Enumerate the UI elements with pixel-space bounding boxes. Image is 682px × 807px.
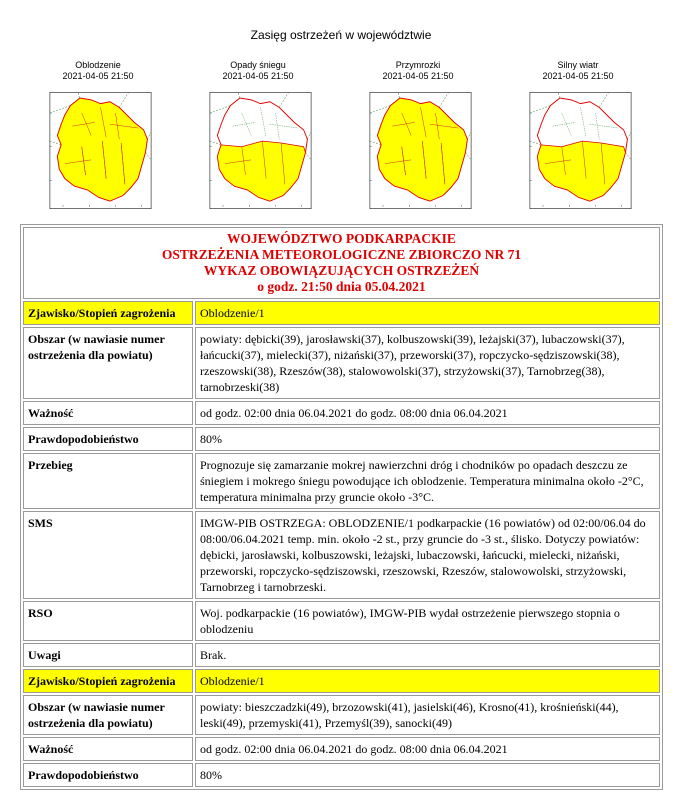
map-date: 2021-04-05 21:50 [62, 71, 134, 81]
table-row [23, 401, 660, 425]
row-value: 80% [195, 763, 660, 787]
header-line: WOJEWÓDZTWO PODKARPACKIE [227, 231, 456, 246]
map-image [48, 88, 153, 213]
row-label: Przebieg [23, 453, 193, 509]
table-header-row [23, 227, 660, 299]
map-opady-sniegu [188, 60, 328, 220]
table-row [23, 327, 660, 399]
map-title: Przymrozki [395, 60, 441, 70]
map-oblodzenie [28, 60, 168, 220]
table-row [23, 601, 660, 641]
table-row [23, 643, 660, 667]
page-title: Zasięg ostrzeżeń w województwie [250, 28, 432, 42]
row-label: Prawdopodobieństwo [23, 427, 193, 451]
warning-maps [28, 60, 668, 220]
table-row [23, 427, 660, 451]
table-row [23, 763, 660, 787]
warnings-header [23, 227, 660, 299]
warnings-table [20, 224, 663, 790]
table-row [23, 453, 660, 509]
table-row [23, 511, 660, 599]
header-line: OSTRZEŻENIA METEOROLOGICZNE ZBIORCZO NR 71 [161, 247, 522, 262]
row-label: Obszar (w nawiasie numer ostrzeżenia dla powiatu) [23, 327, 193, 399]
table-row [23, 669, 660, 693]
row-label: Uwagi [23, 643, 193, 667]
row-label: RSO [23, 601, 193, 641]
map-title: Opady śniegu [230, 60, 286, 70]
row-label: Prawdopodobieństwo [23, 763, 193, 787]
row-value: od godz. 02:00 dnia 06.04.2021 do godz. 08:00 dnia 06.04.2021 [195, 401, 660, 425]
row-value: Brak. [195, 643, 660, 667]
row-label: Obszar (w nawiasie numer ostrzeżenia dla powiatu) [23, 695, 193, 735]
row-value: od godz. 02:00 dnia 06.04.2021 do godz. 08:00 dnia 06.04.2021 [195, 737, 660, 761]
table-row [23, 301, 660, 325]
row-label: Zjawisko/Stopień zagrożenia [23, 301, 193, 325]
map-date: 2021-04-05 21:50 [382, 71, 454, 81]
map-title: Oblodzenie [75, 60, 121, 70]
row-value: Oblodzenie/1 [195, 669, 660, 693]
map-image [368, 88, 473, 213]
row-label: Ważność [23, 401, 193, 425]
map-przymrozki [348, 60, 488, 220]
row-value: powiaty: bieszczadzki(49), brzozowski(41), jasielski(46), Krosno(41), krośnieński(44), leski(49), przemyski(41), Przemyśl(39), sanocki(49) [195, 695, 660, 735]
row-value: Woj. podkarpackie (16 powiatów), IMGW-PIB wydał ostrzeżenie pierwszego stopnia o oblodzeniu [195, 601, 660, 641]
header-line: o godz. 21:50 dnia 05.04.2021 [257, 279, 426, 294]
table-row [23, 737, 660, 761]
map-image [528, 88, 633, 213]
row-value: Oblodzenie/1 [195, 301, 660, 325]
row-label: Zjawisko/Stopień zagrożenia [23, 669, 193, 693]
row-value: Prognozuje się zamarzanie mokrej nawierzchni dróg i chodników po opadach deszczu ze śniegiem i mokrego śniegu powodujące ich oblodzenie. Temperatura minimalna około -2°C, temperatura minimalna przy gruncie około -3°C. [195, 453, 660, 509]
row-value: IMGW-PIB OSTRZEGA: OBLODZENIE/1 podkarpackie (16 powiatów) od 02:00/06.04 do 08:00/06.04.2021 temp. min. około -2 st., przy gruncie do -3 st., ślisko. Dotyczy powiatów: dębicki, jarosławski, kolbuszowski, leżajski, lubaczowski, łańcucki, mielecki, niżański, przeworski, ropczycko-sędziszowski, rzeszowski, Rzeszów, stalowowolski, strzyżowski, Tarnobrzeg i tarnobrzeski. [195, 511, 660, 599]
row-value: powiaty: dębicki(39), jarosławski(37), kolbuszowski(39), leżajski(37), lubaczowski(37), łańcucki(37), mielecki(37), niżański(37), przeworski(37), ropczycko-sędziszowski(38), rzeszowski(38), Rzeszów(38), stalowowolski(37), strzyżowski(37), Tarnobrzeg(38), tarnobrzeski(38) [195, 327, 660, 399]
row-label: Ważność [23, 737, 193, 761]
row-value: 80% [195, 427, 660, 451]
map-title: Silny wiatr [557, 60, 599, 70]
row-label: SMS [23, 511, 193, 599]
map-date: 2021-04-05 21:50 [222, 71, 294, 81]
header-line: WYKAZ OBOWIĄZUJĄCYCH OSTRZEŻEŃ [203, 263, 480, 278]
map-image [208, 88, 313, 213]
map-date: 2021-04-05 21:50 [542, 71, 614, 81]
map-silny-wiatr [508, 60, 648, 220]
table-row [23, 695, 660, 735]
